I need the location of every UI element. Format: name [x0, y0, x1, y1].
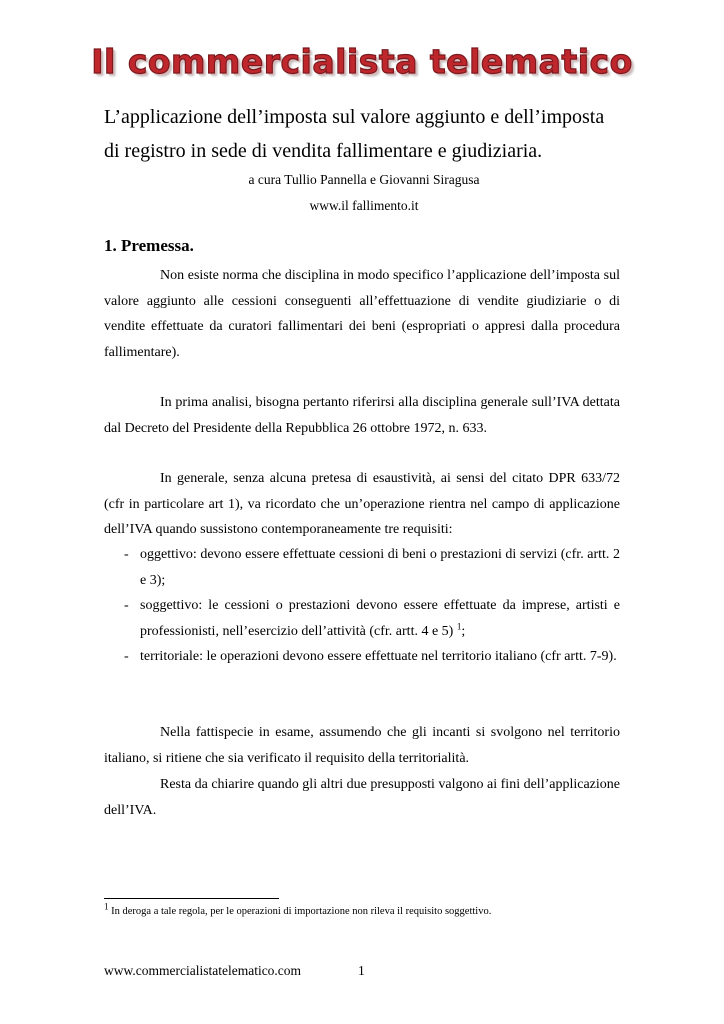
- site-logo: Il commercialista telematico: [91, 42, 633, 81]
- page-number: 1: [358, 963, 365, 978]
- list-item-punctuation: ;: [461, 623, 466, 639]
- footnote-separator: [104, 898, 279, 899]
- list-dash: -: [124, 598, 129, 613]
- footnote-marker: 1: [104, 901, 109, 912]
- list-item: [104, 542, 620, 593]
- paragraph: Resta da chiarire quando gli altri due presupposti valgono ai fini dell’applicazione dell’IVA.: [104, 777, 620, 818]
- footnote-text: In deroga a tale regola, per le operazioni di importazione non rileva il requisito soggettivo.: [111, 906, 492, 917]
- list-dash: -: [124, 547, 129, 562]
- paragraph: In prima analisi, bisogna pertanto riferirsi alla disciplina generale sull’IVA dettata dal Decreto del Presidente della Repubblica 26 ottobre 1972, n. 633.: [104, 395, 620, 436]
- list-item-text: soggettivo: le cessioni o prestazioni devono essere effettuate da imprese, artisti e professionisti, nell’esercizio dell’attività (cfr. artt. 4 e 5): [140, 598, 620, 639]
- document-title: L’applicazione dell’imposta sul valore aggiunto e dell’imposta di registro in sede di vendita fallimentare e giudiziaria.: [104, 106, 605, 162]
- list-item-text: oggettivo: devono essere effettuate cessioni di beni o prestazioni di servizi (cfr. artt. 2 e 3);: [140, 547, 620, 588]
- footer-site-link[interactable]: www.commercialistatelematico.com: [104, 963, 302, 978]
- section-heading: 1. Premessa.: [104, 236, 194, 255]
- list-item-text: territoriale: le operazioni devono essere effettuate nel territorio italiano (cfr artt. 7-9).: [140, 649, 617, 664]
- authors-line: a cura Tullio Pannella e Giovanni Siragusa: [248, 172, 480, 187]
- footnote-reference[interactable]: 1: [456, 620, 462, 631]
- paragraph: In generale, senza alcuna pretesa di esaustività, ai sensi del citato DPR 633/72 (cfr in particolare art 1), va ricordato che un’operazione rientra nel campo di applicazione dell’IVA quando sussistono contemporaneamente tre requisiti:: [104, 471, 620, 537]
- paragraph: Non esiste norma che disciplina in modo specifico l’applicazione dell’imposta sul valore aggiunto alle cessioni conseguenti all’effettuazione di vendite giudiziarie o di vendite effettuate da curatori fallimentari dei beni (espropriati o appresi dalla procedura fallimentare).: [104, 268, 620, 360]
- paragraph: Nella fattispecie in esame, assumendo che gli incanti si svolgono nel territorio italiano, si ritiene che sia verificato il requisito della territorialità.: [104, 725, 620, 766]
- requirements-list: [104, 542, 620, 670]
- list-dash: -: [124, 649, 129, 664]
- footnote: [104, 901, 624, 919]
- list-item: [104, 593, 620, 644]
- list-item: [104, 644, 620, 670]
- source-line: www.il fallimento.it: [309, 198, 419, 213]
